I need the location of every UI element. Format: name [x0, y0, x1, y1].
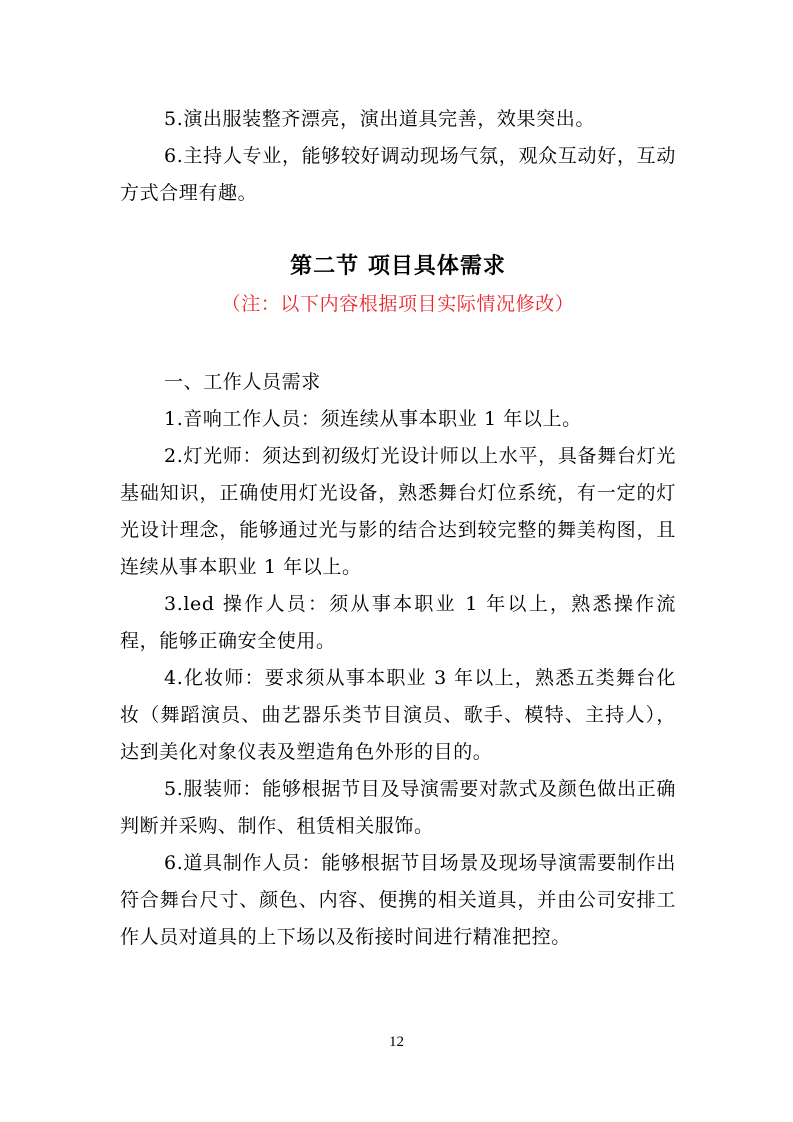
requirement-makeup-artist: 4.化妆师：要求须从事本职业 3 年以上，熟悉五类舞台化妆（舞蹈演员、曲艺器乐类节目演员、歌手、模特、主持人），达到美化对象仪表及塑造角色外形的目的。	[120, 667, 676, 763]
paragraph-host: 6.主持人专业，能够较好调动现场气氛，观众互动好，互动方式合理有趣。	[120, 145, 676, 204]
requirement-costume-designer: 5.服装师：能够根据节目及导演需要对款式及颜色做出正确判断并采购、制作、租赁相关服饰。	[120, 778, 676, 837]
requirements-heading: 一、工作人员需求	[164, 371, 321, 393]
requirement-lighting-designer: 2.灯光师：须达到初级灯光设计师以上水平，具备舞台灯光基础知识，正确使用灯光设备，熟悉舞台灯位系统，有一定的灯光设计理念，能够通过光与影的结合达到较完整的舞美构图，且连续从事本职业 1 年以上。	[120, 445, 676, 578]
requirement-sound-staff: 1.音响工作人员：须连续从事本职业 1 年以上。	[164, 408, 582, 430]
top-paragraphs	[120, 101, 676, 212]
section-note: （注：以下内容根据项目实际情况修改）	[221, 293, 575, 315]
requirement-led-operator: 3.led 操作人员：须从事本职业 1 年以上，熟悉操作流程，能够正确安全使用。	[120, 593, 676, 652]
paragraph-costume: 5.演出服装整齐漂亮，演出道具完善，效果突出。	[164, 108, 595, 130]
requirements-block	[120, 364, 676, 956]
page-number: 12	[389, 1034, 404, 1050]
requirement-prop-maker: 6.道具制作人员：能够根据节目场景及现场导演需要制作出符合舞台尺寸、颜色、内容、便携的相关道具，并由公司安排工作人员对道具的上下场以及衔接时间进行精准把控。	[120, 852, 676, 948]
section-title: 第二节 项目具体需求	[290, 254, 506, 279]
